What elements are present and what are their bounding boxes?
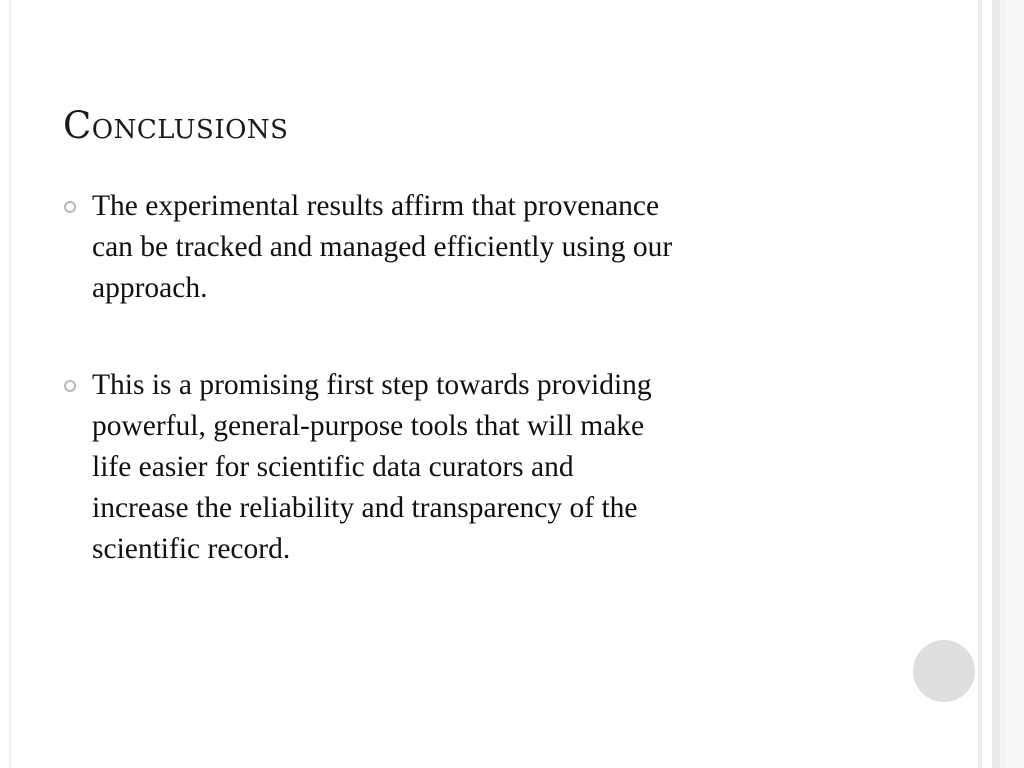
stripe xyxy=(982,0,992,768)
stripe xyxy=(992,0,1000,768)
bullet-list xyxy=(62,186,882,626)
bullet-line: The experimental results affirm that provenance xyxy=(92,190,660,222)
bullet-circle-icon xyxy=(64,201,76,213)
bullet-item-2 xyxy=(62,365,882,570)
bullet-line: powerful, general-purpose tools that will make xyxy=(92,410,645,442)
bullet-line: This is a promising first step towards providing xyxy=(92,369,652,401)
stripe xyxy=(1006,0,1024,768)
right-decorative-stripes xyxy=(978,0,1024,768)
bullet-line: scientific record. xyxy=(92,533,291,565)
bullet-line: increase the reliability and transparency of the xyxy=(92,492,638,524)
bullet-item-1 xyxy=(62,186,882,309)
bullet-line: life easier for scientific data curators and xyxy=(92,451,574,483)
bullet-line: approach. xyxy=(92,272,208,304)
left-border-line xyxy=(9,0,11,768)
bullet-circle-icon xyxy=(64,380,76,392)
decorative-circle xyxy=(913,640,975,702)
bullet-line: can be tracked and managed efficiently using our xyxy=(92,231,673,263)
slide-title: Conclusions xyxy=(63,104,289,147)
